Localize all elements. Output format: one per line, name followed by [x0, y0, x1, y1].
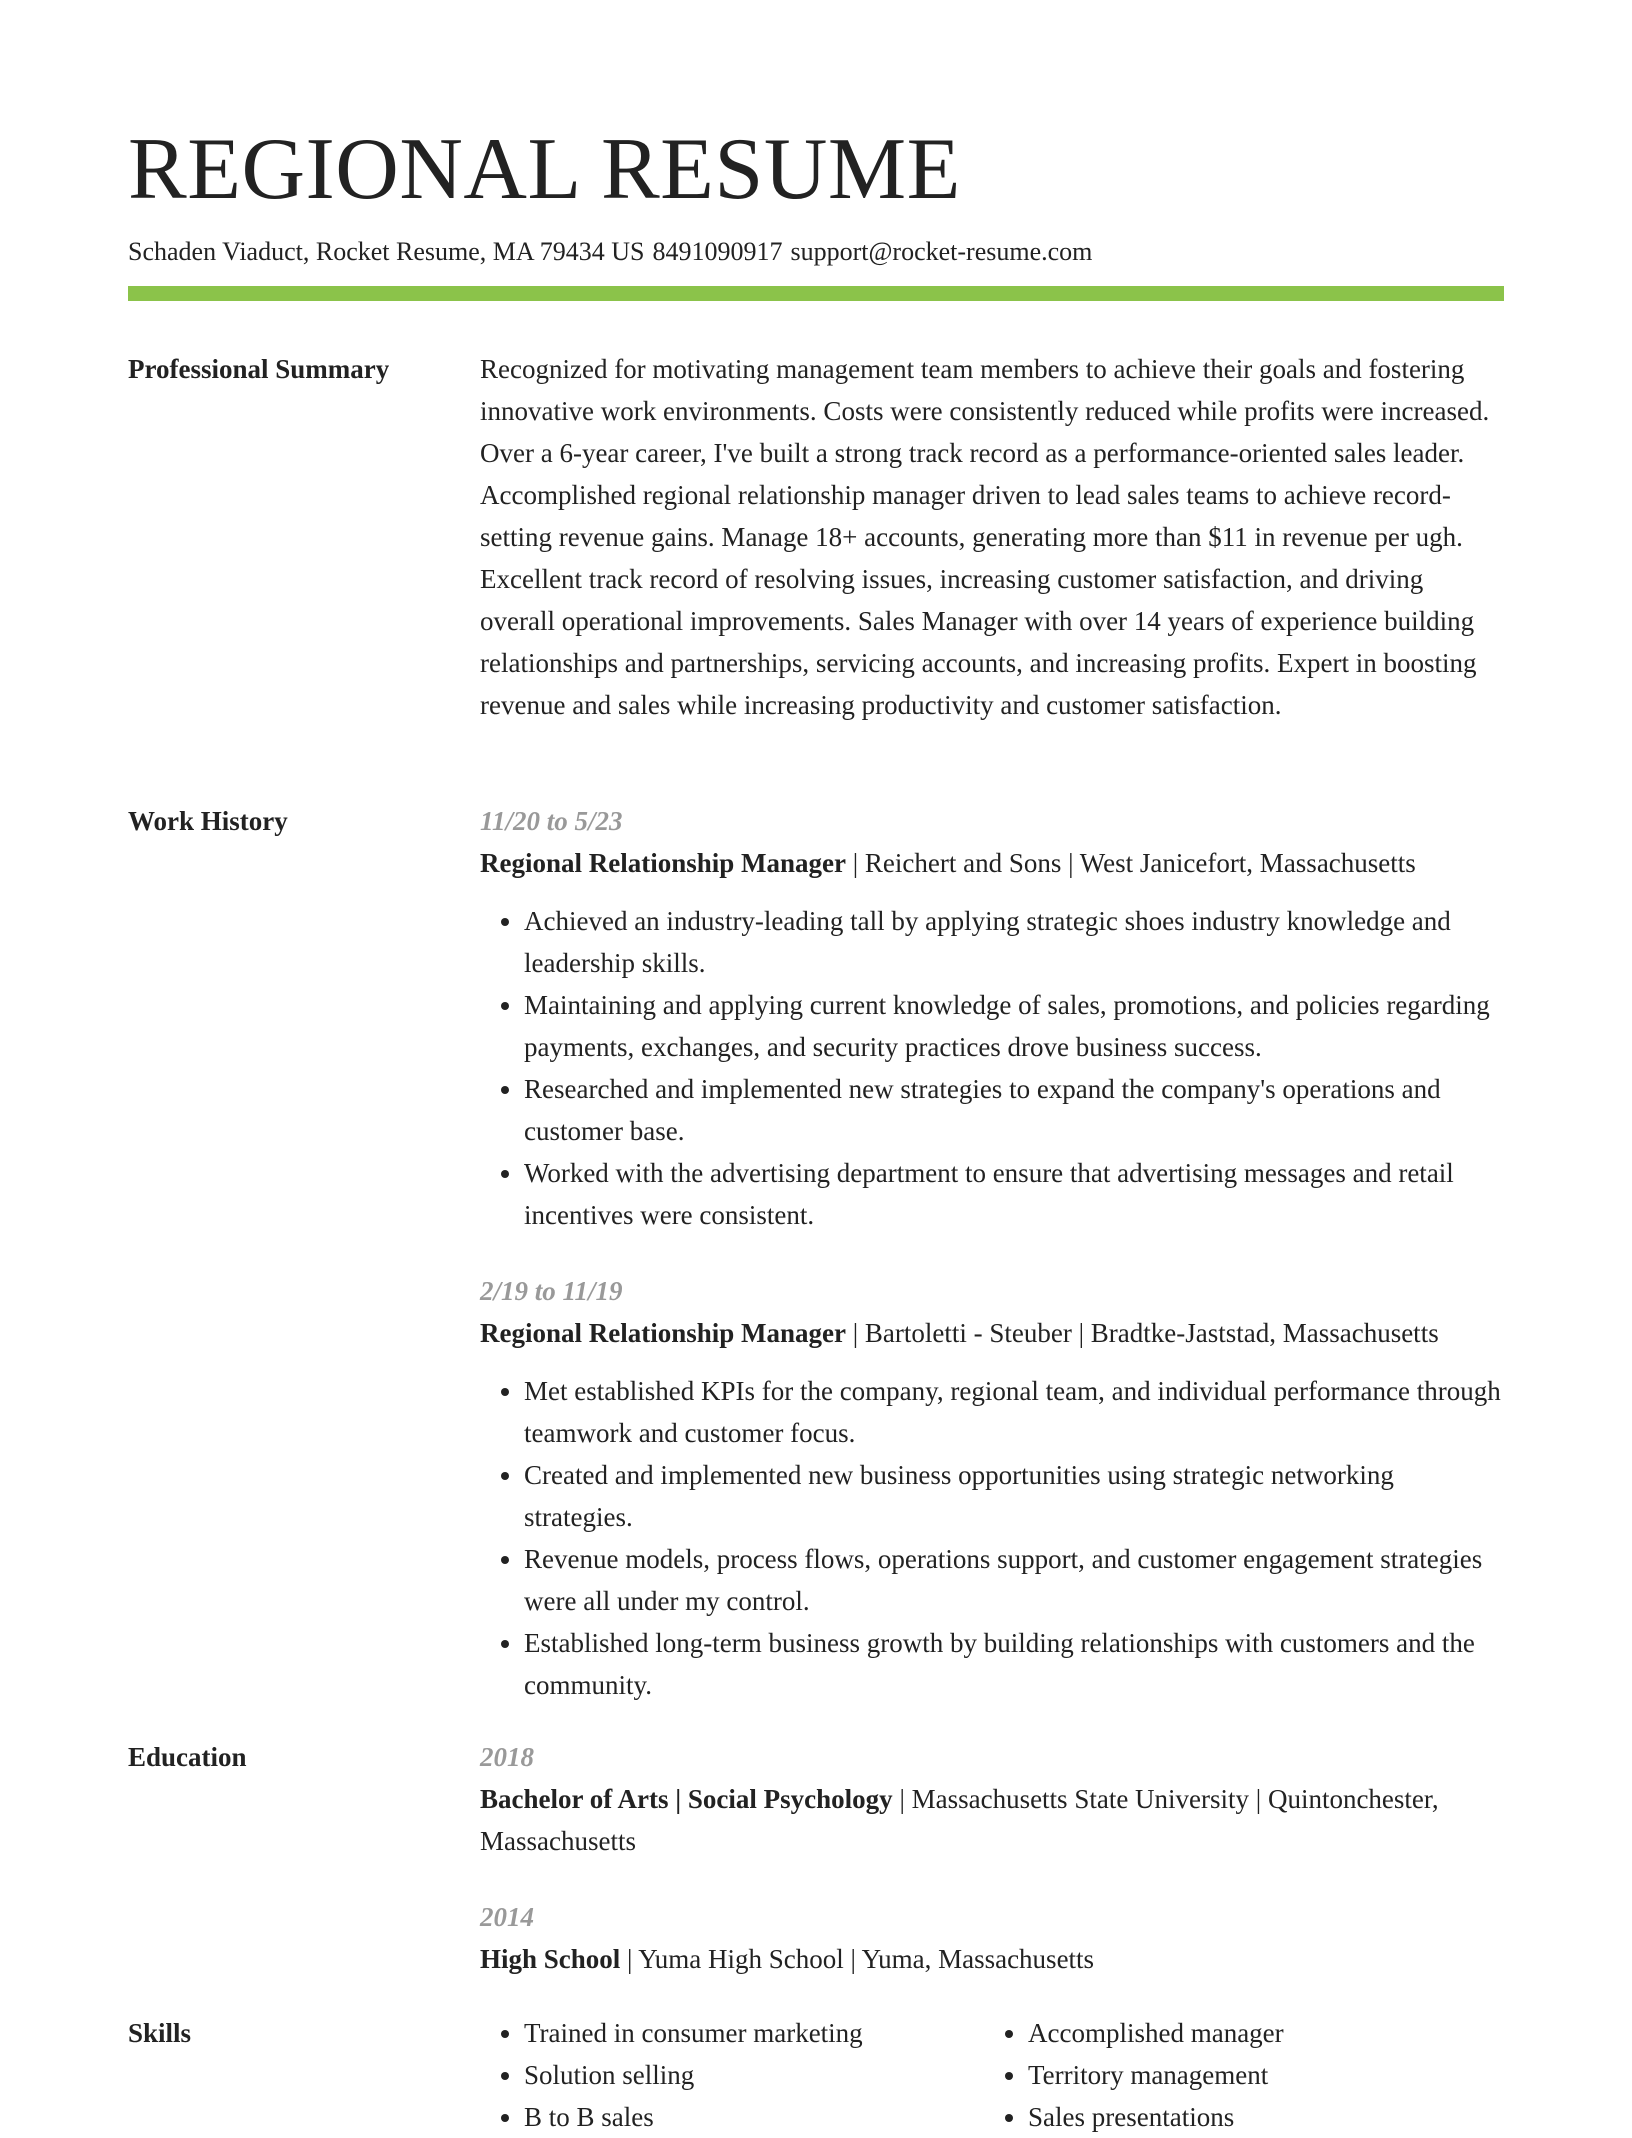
work-bullet: • Maintaining and applying current knowledge of sales, promotions, and policies regarding payments, exchanges, and security practices drove business success.: [524, 984, 1504, 1068]
work-bullet: • Established long-term business growth by building relationships with customers and the community.: [524, 1622, 1504, 1706]
skills-body: [480, 2012, 1504, 2138]
education-entry-details: | Massachusetts State University | Quintonchester, Massachusetts: [480, 1784, 1439, 1856]
education-entry-heading: [480, 1778, 1504, 1862]
contact-phone: 8491090917: [652, 237, 783, 266]
work-entry-heading: [480, 842, 1504, 884]
work-bullet: • Worked with the advertising department to ensure that advertising messages and retail incentives were consistent.: [524, 1152, 1504, 1236]
header-divider: [128, 286, 1504, 301]
resume-header: [128, 118, 1504, 270]
education-entry: [480, 1896, 1504, 1980]
work-entry-date: 2/19 to 11/19: [480, 1276, 623, 1306]
work-entry: [480, 800, 1504, 1236]
summary-label: Professional Summary: [128, 354, 390, 384]
work-history-body: [480, 800, 1504, 1740]
skills-columns: [480, 2012, 1504, 2138]
work-entry-title: Regional Relationship Manager: [480, 1318, 847, 1348]
education-entry-date: 2014: [480, 1902, 534, 1932]
work-entry-heading: [480, 1312, 1504, 1354]
education-entry-details: | Yuma High School | Yuma, Massachusetts: [620, 1944, 1095, 1974]
education-entry-title: Bachelor of Arts | Social Psychology: [480, 1784, 893, 1814]
work-entry: [480, 1270, 1504, 1706]
skills-list-right: [984, 2012, 1488, 2138]
skill-item: • Trained in consumer marketing: [524, 2012, 984, 2054]
skills-list-left: [480, 2012, 984, 2138]
education-entry-date: 2018: [480, 1742, 534, 1772]
skill-item: • Territory management: [1028, 2054, 1488, 2096]
contact-line: [128, 234, 1504, 270]
education-entry-heading: [480, 1938, 1504, 1980]
summary-body: [480, 348, 1504, 726]
education-body: [480, 1736, 1504, 2014]
skill-item: • Sales presentations: [1028, 2096, 1488, 2138]
work-history-label: Work History: [128, 806, 288, 836]
work-entry-bullets: [480, 1370, 1504, 1706]
education-entry: [480, 1736, 1504, 1862]
work-bullet: • Met established KPIs for the company, regional team, and individual performance through teamwork and customer focus.: [524, 1370, 1504, 1454]
work-entry-date: 11/20 to 5/23: [480, 806, 623, 836]
skills-label: Skills: [128, 2018, 192, 2048]
skill-item: • Solution selling: [524, 2054, 984, 2096]
summary-text: Recognized for motivating management team members to achieve their goals and fostering innovative work environments. Costs were consistently reduced while profits were increased. Over a 6-year career, I've built a strong track record as a performance-oriented sales leader. Accomplished regional relationship manager driven to lead sales teams to achieve record-setting revenue gains. Manage 18+ accounts, generating more than $11 in revenue per ugh. Excellent track record of resolving issues, increasing customer satisfaction, and driving overall operational improvements. Sales Manager with over 14 years of experience building relationships and partnerships, servicing accounts, and increasing profits. Expert in boosting revenue and sales while increasing productivity and customer satisfaction.: [480, 354, 1490, 720]
work-entry-details: | Reichert and Sons | West Janicefort, Massachusetts: [846, 848, 1416, 878]
work-entry-bullets: [480, 900, 1504, 1236]
work-entry-details: | Bartoletti - Steuber | Bradtke-Jaststad, Massachusetts: [846, 1318, 1439, 1348]
skill-item: • B to B sales: [524, 2096, 984, 2138]
resume-title: REGIONAL RESUME: [128, 121, 961, 218]
contact-email: support@rocket-resume.com: [790, 237, 1093, 266]
work-entry-title: Regional Relationship Manager: [480, 848, 847, 878]
work-bullet: • Achieved an industry-leading tall by applying strategic shoes industry knowledge and leadership skills.: [524, 900, 1504, 984]
contact-address: Schaden Viaduct, Rocket Resume, MA 79434 US: [128, 237, 645, 266]
work-bullet: • Researched and implemented new strategies to expand the company's operations and customer base.: [524, 1068, 1504, 1152]
work-bullet: • Revenue models, process flows, operations support, and customer engagement strategies were all under my control.: [524, 1538, 1504, 1622]
work-bullet: • Created and implemented new business opportunities using strategic networking strategies.: [524, 1454, 1504, 1538]
education-label: Education: [128, 1742, 247, 1772]
skill-item: • Accomplished manager: [1028, 2012, 1488, 2054]
education-entry-title: High School: [480, 1944, 621, 1974]
